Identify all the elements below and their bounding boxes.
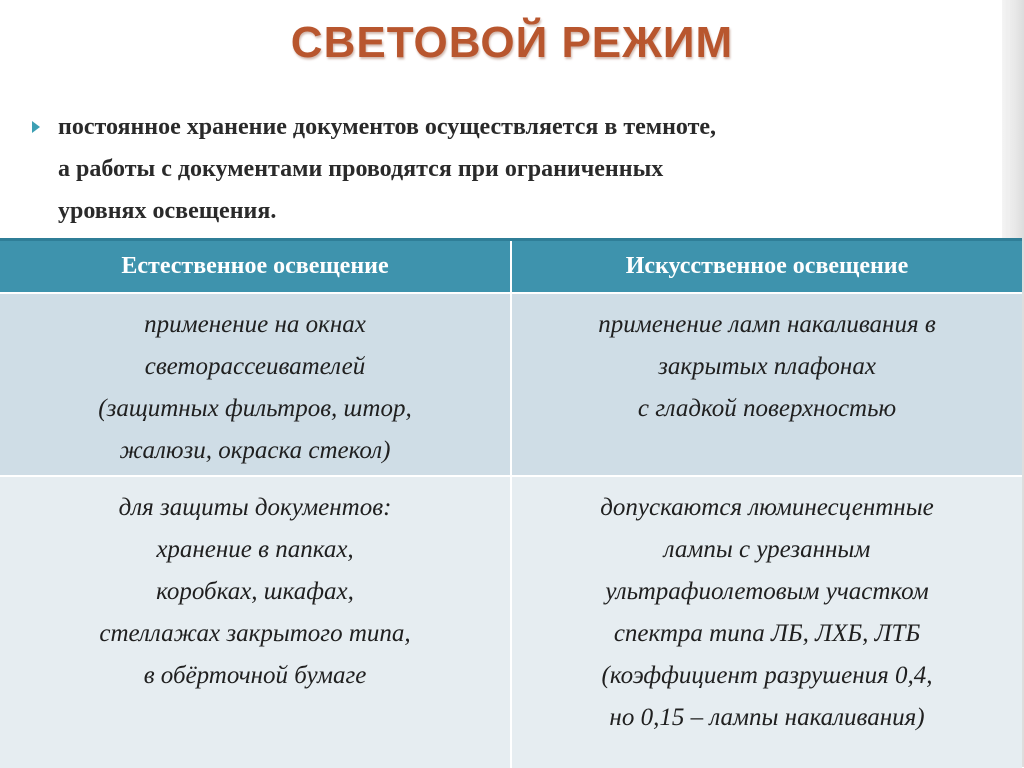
cell-line: (защитных фильтров, штор, [98,395,412,422]
bullet-paragraph [32,106,992,232]
bullet-line: постоянное хранение документов осуществляется в темноте, [58,114,717,140]
cell-line: ультрафиолетовым участком [605,578,929,605]
cell-line: но 0,15 – лампы накаливания) [609,704,925,731]
cell-line: применение на окнах [144,311,366,338]
cell-line: жалюзи, окраска стекол) [119,437,391,464]
cell-line: коробках, шкафах, [156,578,354,605]
table-header-row [0,240,1022,294]
table-cell-natural [0,476,511,768]
cell-line: для защиты документов: [118,494,392,521]
cell-line: применение ламп накаливания в [598,311,936,338]
table-row [0,476,1022,768]
bullet-line: уровнях освещения. [58,198,277,224]
header-artificial-lighting: Искусственное освещение [511,240,1022,294]
page-title: СВЕТОВОЙ РЕЖИМ [290,18,734,67]
bullet-text [58,106,992,232]
bullet-arrow-icon [32,121,40,133]
cell-line: спектра типа ЛБ, ЛХБ, ЛТБ [613,620,921,647]
table-cell-artificial [511,293,1022,476]
table-cell-natural [0,293,511,476]
cell-line: (коэффициент разрушения 0,4, [601,662,933,689]
cell-line: светорассеивателей [144,353,366,380]
cell-line: закрытых плафонах [658,353,876,380]
cell-line: хранение в папках, [156,536,354,563]
cell-line: с гладкой поверхностью [637,395,897,422]
table-row [0,293,1022,476]
cell-line: лампы с урезанным [663,536,871,563]
cell-line: стеллажах закрытого типа, [99,620,411,647]
table-cell-artificial [511,476,1022,768]
cell-line: в обёрточной бумаге [143,662,367,689]
header-natural-lighting: Естественное освещение [0,240,511,294]
cell-line: допускаются люминесцентные [600,494,934,521]
lighting-table [0,238,1022,768]
bullet-line: а работы с документами проводятся при ограниченных [58,156,664,182]
